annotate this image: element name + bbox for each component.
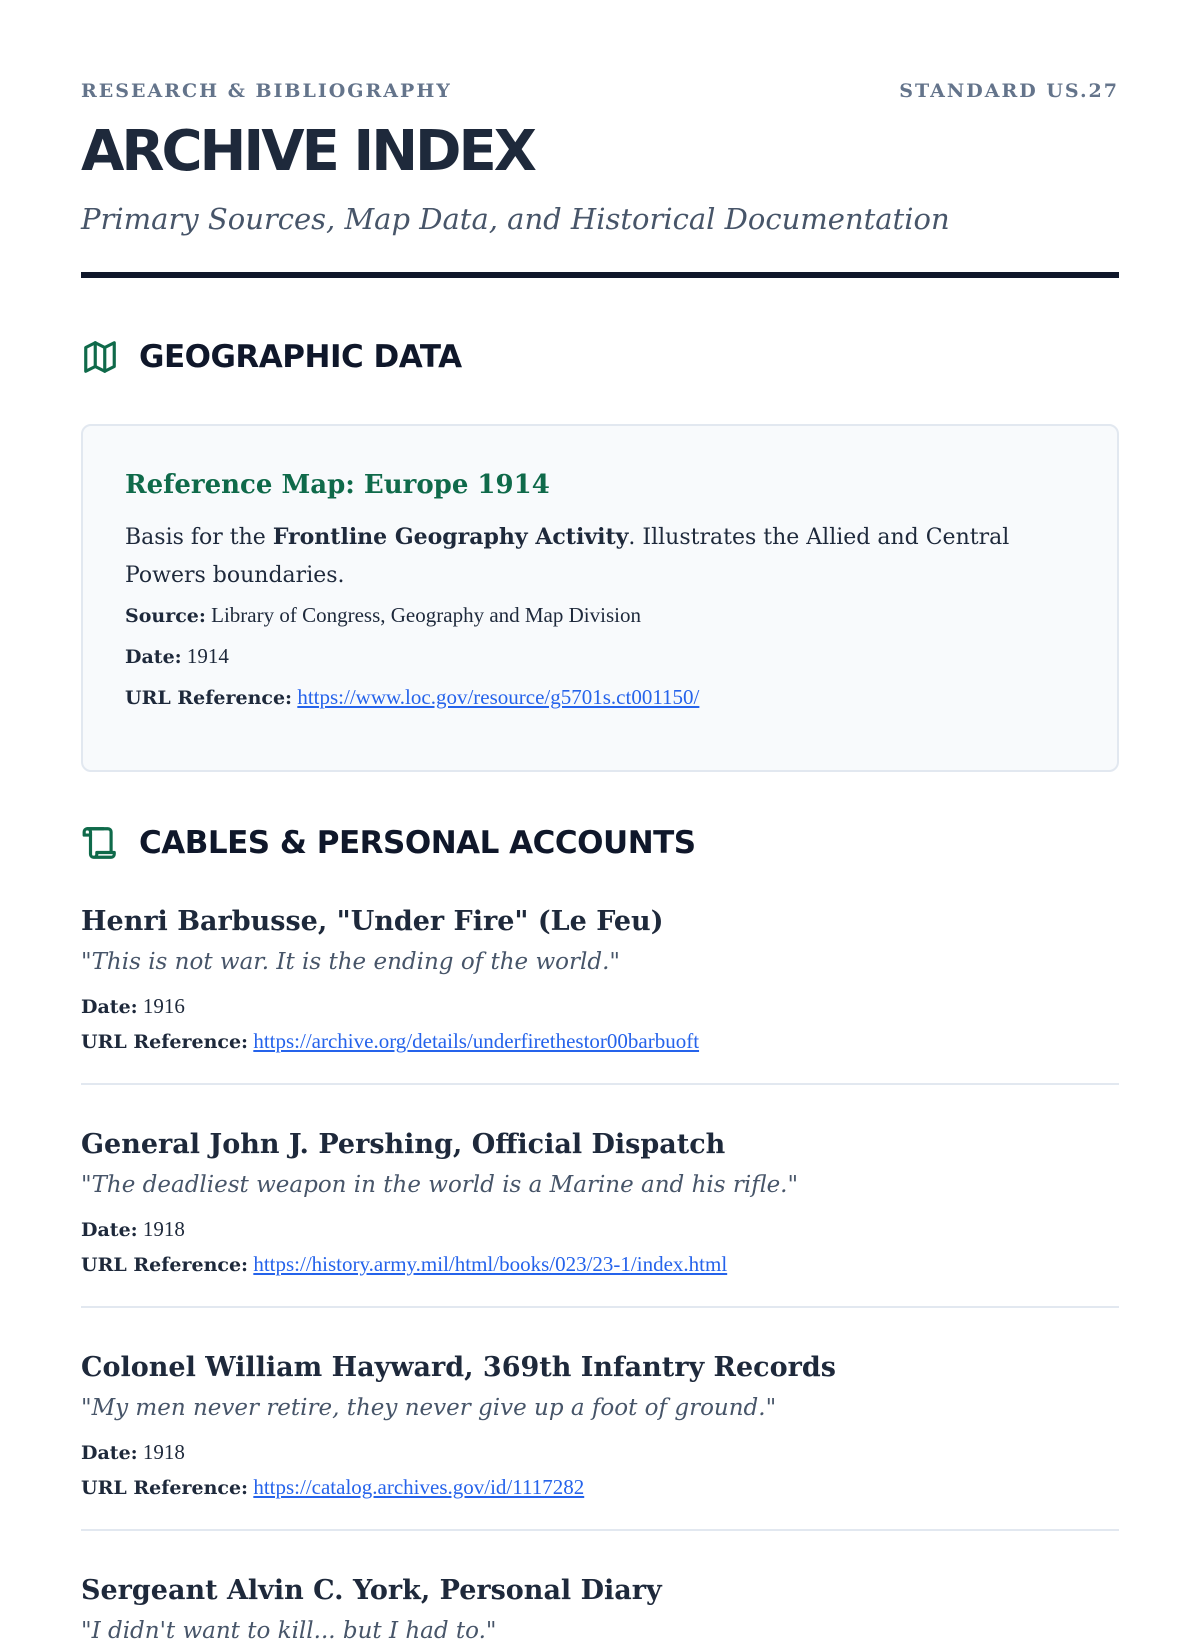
entry-url: [81, 1024, 1119, 1059]
entry-date: [81, 1435, 1119, 1470]
entry-url: [81, 1247, 1119, 1282]
map-icon: [81, 338, 119, 376]
standard-label: STANDARD US.27: [899, 80, 1119, 102]
entry-date: [81, 1212, 1119, 1247]
scroll-icon: [81, 824, 119, 862]
list-item: [81, 1575, 1119, 1644]
entry-url-link[interactable]: https://catalog.archives.gov/id/1117282: [253, 1475, 585, 1499]
header-divider: [81, 272, 1119, 278]
url-label: URL Reference:: [81, 1031, 249, 1053]
entry-quote: "I didn't want to kill... but I had to.": [81, 1618, 497, 1644]
reference-map-card: [81, 424, 1119, 772]
url-label: URL Reference:: [81, 1477, 249, 1499]
page-title: ARCHIVE INDEX: [81, 119, 534, 184]
entry-quote: "My men never retire, they never give up a foot of ground.": [81, 1395, 777, 1421]
entry-divider: [81, 1529, 1119, 1531]
entry-url: [81, 1470, 1119, 1505]
map-desc-prefix: Basis for the: [125, 525, 273, 550]
date-value: 1918: [142, 1217, 185, 1241]
source-label: Source:: [125, 605, 206, 627]
entry-url-link[interactable]: https://archive.org/details/underfirethestor00barbuoft: [253, 1029, 700, 1053]
source-value: Library of Congress, Geography and Map Division: [211, 603, 641, 627]
geographic-section-header: [81, 338, 1119, 376]
entry-quote: "This is not war. It is the ending of the world.": [81, 949, 620, 975]
map-date: [125, 636, 1077, 677]
date-label: Date:: [81, 1219, 138, 1241]
cables-section-header: [81, 824, 1119, 862]
date-value: 1914: [186, 644, 229, 668]
entry-divider: [81, 1083, 1119, 1085]
entry-url-link[interactable]: https://history.army.mil/html/books/023/23-1/index.html: [253, 1252, 728, 1276]
date-label: Date:: [125, 646, 182, 668]
url-label: URL Reference:: [125, 687, 293, 709]
accounts-list: [81, 906, 1119, 1644]
entry-divider: [81, 1306, 1119, 1308]
page-subtitle: Primary Sources, Map Data, and Historical Documentation: [81, 202, 950, 236]
entry-title: General John J. Pershing, Official Dispatch: [81, 1129, 726, 1160]
date-value: 1916: [142, 994, 185, 1018]
entry-quote: "The deadliest weapon in the world is a Marine and his rifle.": [81, 1172, 799, 1198]
list-item: [81, 1352, 1119, 1505]
list-item: [81, 1129, 1119, 1282]
date-label: Date:: [81, 996, 138, 1018]
entry-title: Sergeant Alvin C. York, Personal Diary: [81, 1575, 662, 1606]
date-value: 1918: [142, 1440, 185, 1464]
header-meta: [81, 0, 1119, 102]
entry-date: [81, 989, 1119, 1024]
map-desc-activity: Frontline Geography Activity: [272, 524, 629, 550]
url-label: URL Reference:: [81, 1254, 249, 1276]
list-item: [81, 906, 1119, 1059]
geographic-heading: GEOGRAPHIC DATA: [139, 339, 462, 375]
map-description: [125, 518, 1077, 595]
cables-heading: CABLES & PERSONAL ACCOUNTS: [139, 825, 696, 861]
map-source: [125, 595, 1077, 636]
map-url: [125, 677, 1077, 718]
entry-title: Colonel William Hayward, 369th Infantry Records: [81, 1352, 836, 1383]
category-label: RESEARCH & BIBLIOGRAPHY: [81, 80, 452, 102]
map-url-link[interactable]: https://www.loc.gov/resource/g5701s.ct001150/: [297, 685, 700, 709]
map-title: Reference Map: Europe 1914: [125, 470, 550, 500]
entry-title: Henri Barbusse, "Under Fire" (Le Feu): [81, 906, 664, 937]
date-label: Date:: [81, 1442, 138, 1464]
map-desc-suffix: . Illustrates the Allied and Central Powers boundaries.: [125, 525, 1010, 588]
